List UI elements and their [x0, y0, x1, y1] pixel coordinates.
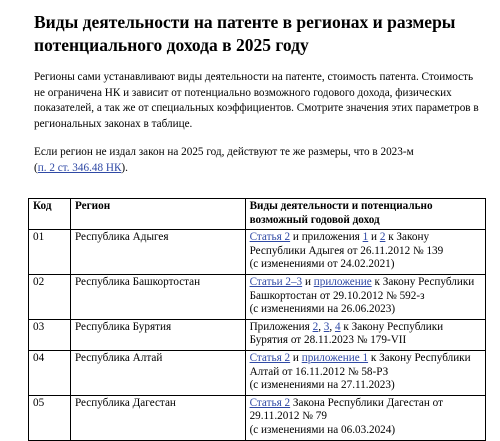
law-text: Приложения [249, 320, 313, 333]
row-law [245, 274, 485, 319]
row-code: 05 [29, 395, 71, 440]
law-text: и [290, 351, 302, 364]
row-law [245, 350, 485, 395]
law-link[interactable]: 2 [312, 320, 319, 333]
table-row [29, 274, 486, 319]
law-text: к Закону Республики Адыгея от 26.11.2012 № 139 [249, 231, 444, 257]
law-text: и приложения [290, 231, 363, 244]
note-close-paren: ). [121, 161, 128, 174]
note-text: Если регион не издал закон на 2025 год, действуют те же размеры, что в 2023-м [34, 146, 414, 158]
row-code: 02 [29, 274, 71, 319]
header-region: Регион [70, 199, 245, 230]
law-text: и [302, 275, 314, 288]
law-link[interactable]: 1 [362, 231, 369, 244]
law-link[interactable]: Статья 2 [249, 351, 291, 364]
regions-table [28, 198, 486, 441]
row-region: Республика Дагестан [70, 395, 245, 440]
row-law [245, 319, 485, 350]
law-link[interactable]: приложение 1 [301, 351, 369, 364]
row-region: Республика Бурятия [70, 319, 245, 350]
row-code: 04 [29, 350, 71, 395]
nk-article-link[interactable]: п. 2 ст. 346.48 НК [37, 161, 122, 174]
law-changes: (с изменениями на 27.11.2023) [249, 379, 395, 392]
law-text: Закона Республики Дагестан от 29.11.2012 № 79 [249, 396, 443, 423]
table-row [29, 395, 486, 440]
law-text: к Закону Республики Башкортостан от 29.10.2012 № 592-з [249, 275, 475, 302]
row-code: 01 [29, 230, 71, 275]
header-code: Код [29, 199, 71, 230]
table-row [29, 350, 486, 395]
law-changes: (с изменениями на 26.06.2023) [249, 303, 396, 316]
law-link[interactable]: Статьи 2–3 [249, 275, 303, 288]
law-text: к Закону Республики Бурятия от 28.11.2023 № 179-VII [249, 320, 444, 347]
note-paragraph [34, 145, 484, 176]
row-region: Республика Адыгея [70, 230, 245, 275]
header-activities: Виды деятельности и потенциально возможный годовой доход [245, 199, 485, 230]
table-row [29, 230, 486, 275]
row-code: 03 [29, 319, 71, 350]
intro-paragraph: Регионы сами устанавливают виды деятельности на патенте, стоимость патента. Стоимость не ограничена НК и зависит от потенциально возможного годового дохода, физических показателей, а так же от специальных коэффициентов. Смотрите значения этих параметров в региональных законах в таблице. [34, 71, 479, 130]
law-link[interactable]: 4 [334, 320, 341, 333]
law-link[interactable]: Статья 2 [249, 231, 291, 244]
row-region: Республика Башкортостан [70, 274, 245, 319]
row-law [245, 395, 485, 440]
law-text: , [318, 320, 324, 333]
law-text: , [329, 320, 335, 333]
law-link[interactable]: 2 [379, 231, 386, 244]
table-row [29, 319, 486, 350]
page-title: Виды деятельности на патенте в регионах и размеры потенциального дохода в 2025 году [34, 12, 456, 55]
law-changes: (с изменениями на 06.03.2024) [249, 423, 396, 436]
law-link[interactable]: приложение [313, 275, 372, 288]
note-open-paren: ( [34, 161, 38, 174]
law-link[interactable]: 3 [323, 320, 330, 333]
law-text: к Закону Республики Алтай от 16.11.2012 № 58-РЗ [249, 351, 471, 378]
law-text: и [368, 231, 380, 244]
row-region: Республика Алтай [70, 350, 245, 395]
row-law [245, 230, 485, 275]
table-header-row [29, 199, 486, 230]
law-changes: (с изменениями от 24.02.2021) [249, 258, 395, 271]
law-link[interactable]: Статья 2 [249, 396, 291, 409]
